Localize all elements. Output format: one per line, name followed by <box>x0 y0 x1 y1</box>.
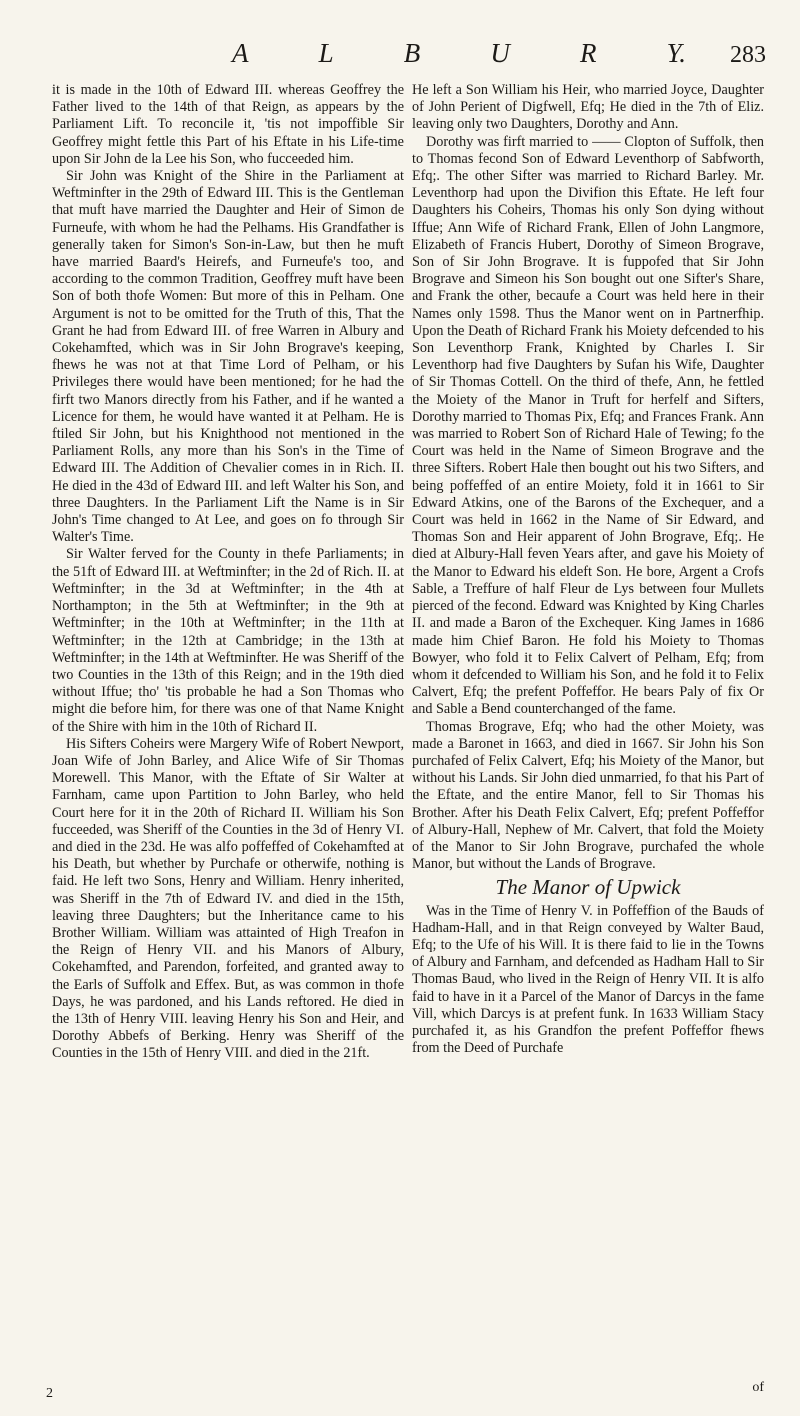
paragraph: it is made in the 10th of Edward III. whereas Geoffrey the Father lived to the 14th of that Reign, as appears by the Parliament Lift. To reconcile it, 'tis not impoffible Sir Geoffrey might fettle this Part of his Eftate in his Life-time upon Sir John de la Lee his Son, who fucceeded him. <box>52 82 404 167</box>
paragraph: Thomas Brograve, Efq; who had the other Moiety, was made a Baronet in 1663, and died in 1667. Sir John his Son purchafed of Felix Calvert, Efq; his Moiety of the Manor, but without his Lands. Sir John died unmarried, fo that his Part of the Eftate, and the entire Manor, fell to Sir Thomas his Brother. After his Death Felix Calvert, Efq; prefent Poffeffor of Albury-Hall, Nephew of Mr. Calvert, that fold the Moiety of the Manor to Sir John Brograve, purchafed the whole Manor, but without the Lands of Brograve. <box>412 718 764 873</box>
title-letter: A <box>232 38 249 68</box>
right-column <box>412 82 764 1372</box>
title-letter: B <box>403 38 421 68</box>
catchword: of <box>752 1380 764 1395</box>
title-letter: U <box>490 38 510 68</box>
paragraph: He left a Son William his Heir, who married Joyce, Daughter of John Perient of Digfwell, Efq; He died in the 7th of Eliz. leaving only two Daughters, Dorothy and Ann. <box>412 82 764 133</box>
title-letter: L <box>318 38 334 68</box>
paragraph: Sir Walter ferved for the County in thefe Parliaments; in the 51ft of Edward III. at Weftminfter; in the 2d of Rich. II. at Weftminfter; in the 3d at Weftminfter; in the 4th at Northampton; in the 5th at Weftminfter; in the 9th at Weftminfter; in the 10th at Weftminfter; in the 11th at Weftminfter; in the 12th at Cambridge; in the 13th at Weftminfter; in the 14th at Weftminfter. He was Sheriff of the two Counties in the 13th of this Reign; and in the 19th died without Iffue; tho' 'tis probable he had a Son Thomas who might die before him, for there was one of that Name Knight of the Shire with him in the 10th of Richard II. <box>52 546 404 735</box>
title-letter: R <box>580 38 597 68</box>
paragraph: His Sifters Coheirs were Margery Wife of Robert Newport, Joan Wife of John Barley, and Alice Wife of Sir Thomas Morewell. This Manor, with the Eftate of Sir Walter at Farnham, came upon Partition to John Barley, who held Court here for it in the 20th of Richard II. William his Son fucceeded, was Sheriff of the Counties in the 3d of Henry VI. and died in the 23d. He was alfo poffeffed of Cokehamfted at his Death, but whether by Purchafe or otherwife, nothing is faid. He left two Sons, Henry and William. Henry inherited, was Sheriff in the 7th of Edward IV. and died in the 15th, leaving three Daughters; but the Inheritance came to his Brother William. William was attainted of High Treafon in the Reign of Henry VII. and his Manors of Albury, Cokehamfted, and Parendon, forfeited, and granted away to the Earls of Suffolk and Effex. But, as was common in thofe Days, he was pardoned, and his Lands reftored. He died in the 13th of Henry VIII. leaving Henry his Son and Heir, and Dorothy Abbefs of Berking. Henry was Sheriff of the Counties in the 15th of Henry VIII. and died in the 21ft. <box>52 735 404 1062</box>
section-heading: The Manor of Upwick <box>495 875 681 900</box>
paragraph: Sir John was Knight of the Shire in the Parliament at Weftminfter in the 29th of Edward III. This is the Gentleman that muft have married the Daughter and Heir of Simon de Furneufe, with whom he had the Pelhams. His Grandfather is generally taken for Simon's Son-in-Law, but then he muft have married Baard's Heirefs, and Furneufe's too, and according to the common Tradition, Geoffrey muft have been Son of both thofe Women: But more of this in Pelham. One Argument is not to be omitted for the Truth of this, That the Grant he had from Edward III. of free Warren in Albury and Cokehamfted, which was in Sir John Brograve's keeping, fhews he was not at that Time Lord of Pelham, or his Privileges there would have been mentioned; for he had the firft two Manors directly from his Father, and if he wanted a Licence for them, he would have wanted it at Pelham. He is ftiled Sir John, but his Knighthood not mentioned in the Parliament Rolls, any more than his Son's in the Time of Edward III. The Addition of Chevalier comes in in Rich. II. He died in the 43d of Edward III. and left Walter his Son, and three Daughters. In the Parliament Lift the Name is in Sir John's Time changed to At Lee, and goes on fo through Sir Walter's Time. <box>52 168 404 546</box>
title-letter: Y. <box>666 38 686 68</box>
left-column <box>52 82 404 1372</box>
paragraph: Was in the Time of Henry V. in Poffeffion of the Bauds of Hadham-Hall, and in that Reign conveyed by Walter Baud, Efq; to the Ufe of his Will. It is there faid to lie in the Towns of Albury and Farnham, and defcended as Hadham Hall to Sir Thomas Baud, who lived in the Reign of Henry VII. It is alfo faid to have in it a Parcel of the Manor of Darcys in the fame Vill, which Darcys is at prefent funk. In 1633 William Stacy purchafed it, as his Grandfon the prefent Poffeffor fhews from the Deed of Purchafe <box>412 902 764 1057</box>
signature-mark: 2 <box>46 1386 53 1401</box>
paragraph: Dorothy was firft married to —— Clopton of Suffolk, then to Thomas fecond Son of Edward Leventhorp of Sabfworth, Efq;. The other Sifter was married to Richard Barley. Mr. Leventhorp had upon the Divifion this Eftate. He left four Daughters his Coheirs, Thomas his only Son dying without Iffue; Ann Wife of Richard Frank, Ellen of John Langmore, Elizabeth of Francis Hubert, Dorothy of Simeon Brograve, Son of Sir John Brograve. It is fuppofed that Sir John Brograve and Simeon his Son bought out one Sifter's Share, and Frank the other, becaufe a Court was held here in their Names only 1598. Thus the Manor went on in Partnerfhip. Upon the Death of Richard Frank his Moiety defcended to his Son Leventhorp Frank, Knighted by Charles I. Sir Leventhorp had five Daughters by Sufan his Wife, Daughter of Sir Thomas Cottell. On the third of thefe, Ann, he fettled the Moiety of the Manor in Truft for herfelf and Sifters, Dorothy married to Thomas Pix, Efq; and Frances Frank. Ann was married to Robert Son of Richard Hale of Tewing; fo the Court was held in the Name of Simeon Brograve and the three Sifters. Robert Hale then bought out his two Sifters, and being poffeffed of an entire Moiety, fold it in 1661 to Sir Edward Atkins, one of the Barons of the Exchequer, and a Court was held in 1662 in the Name of Sir Edward, and Thomas Son and Heir apparent of John Brograve, Efq;. He died at Albury-Hall feven Years after, and gave his Moiety of the Manor to Edward his eldeft Son. He bore, Argent a Crofs Sable, a Treffure of half Fleur de Lys between four Mullets pierced of the fecond. Edward was Knighted by King Charles II. and made a Baron of the Exchequer. King James in 1686 made him Chief Baron. He fold his Moiety to Thomas Bowyer, who fold it to Felix Calvert of Pelham, Efq; from whom it defcended to William his Son, and he fold it to Felix Calvert, Efq; the prefent Poffeffor. He bears Paly of fix Or and Sable a Bend counterchanged of the fame. <box>412 133 764 718</box>
running-title <box>46 38 686 69</box>
page-number: 283 <box>730 42 766 68</box>
running-header <box>46 38 766 78</box>
